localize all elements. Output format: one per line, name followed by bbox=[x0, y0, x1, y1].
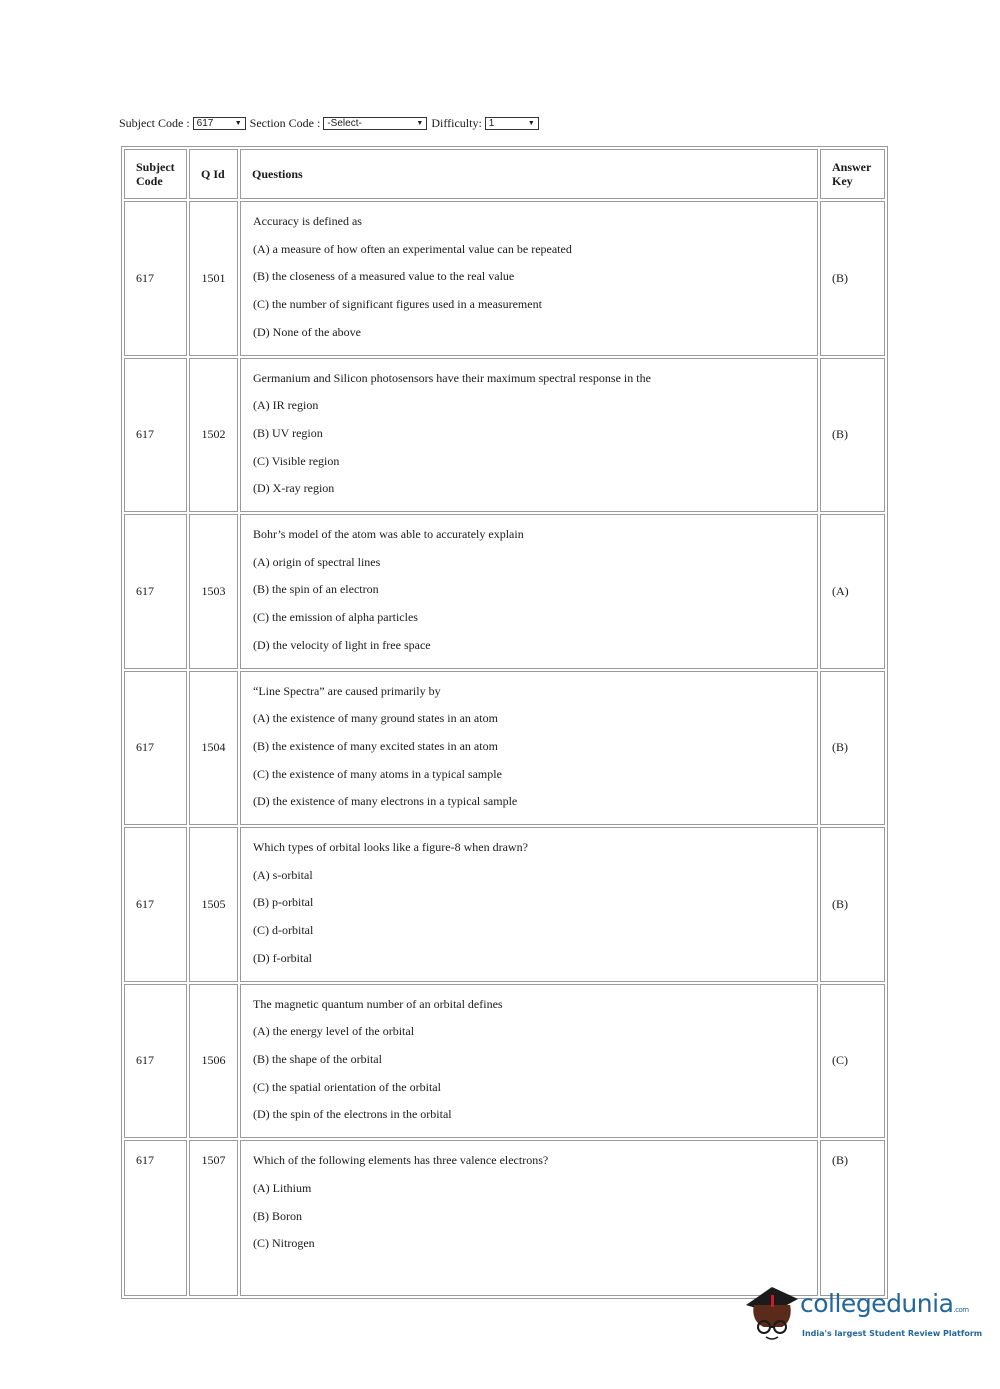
question-cell bbox=[240, 201, 818, 356]
question-text: “Line Spectra” are caused primarily by bbox=[253, 683, 441, 698]
question-text: Accuracy is defined as bbox=[253, 214, 362, 228]
table-row bbox=[124, 358, 885, 513]
answer-option: (D) None of the above bbox=[253, 324, 361, 339]
answer-key-cell: (B) bbox=[820, 1140, 885, 1296]
question-text: Bohr’s model of the atom was able to accurately explain bbox=[253, 527, 524, 542]
answer-option: (C) Nitrogen bbox=[253, 1236, 315, 1251]
question-cell bbox=[240, 984, 818, 1139]
logo-tagline: India's largest Student Review Platform bbox=[802, 1329, 983, 1338]
answer-key-cell: (B) bbox=[820, 358, 885, 513]
qid-cell: 1502 bbox=[189, 358, 238, 513]
qid-cell: 1506 bbox=[189, 984, 238, 1139]
subject-code-label: Subject Code : bbox=[119, 116, 190, 130]
table-header-row bbox=[124, 149, 885, 199]
table-row bbox=[124, 514, 885, 669]
answer-option: (A) IR region bbox=[253, 398, 319, 413]
answer-option: (B) UV region bbox=[253, 425, 323, 440]
difficulty-label: Difficulty: bbox=[431, 116, 482, 130]
subject-code-cell: 617 bbox=[124, 671, 187, 826]
answer-option: (B) p-orbital bbox=[253, 895, 314, 910]
table-row bbox=[124, 984, 885, 1139]
answer-option: (C) the number of significant figures used in a measurement bbox=[253, 297, 542, 312]
answer-option: (C) Visible region bbox=[253, 453, 340, 468]
subject-code-cell: 617 bbox=[124, 984, 187, 1139]
question-cell bbox=[240, 671, 818, 826]
answer-key-cell: (B) bbox=[820, 827, 885, 982]
answer-option: (B) the existence of many excited states in an atom bbox=[253, 738, 498, 753]
dropdown-arrow-icon: ▼ bbox=[416, 120, 424, 127]
question-text: Which types of orbital looks like a figure-8 when drawn? bbox=[253, 840, 528, 855]
answer-option: (B) the closeness of a measured value to the real value bbox=[253, 269, 515, 284]
answer-option: (D) the spin of the electrons in the orbital bbox=[253, 1107, 452, 1122]
answer-key-cell: (B) bbox=[820, 201, 885, 356]
filter-bar bbox=[119, 116, 543, 131]
section-code-select[interactable]: -Select- ▼ bbox=[323, 117, 427, 130]
section-code-label: Section Code : bbox=[249, 116, 321, 130]
answer-option: (C) the emission of alpha particles bbox=[253, 610, 418, 625]
answer-option: (D) the velocity of light in free space bbox=[253, 637, 431, 652]
header-answer-key: Answer Key bbox=[820, 149, 885, 199]
subject-code-select[interactable]: 617 ▼ bbox=[193, 117, 246, 130]
question-table-container bbox=[121, 146, 886, 1251]
subject-code-cell: 617 bbox=[124, 1140, 187, 1296]
dropdown-arrow-icon: ▼ bbox=[527, 120, 535, 127]
answer-option: (A) a measure of how often an experimental value can be repeated bbox=[253, 241, 572, 256]
qid-cell: 1501 bbox=[189, 201, 238, 356]
question-table bbox=[121, 146, 888, 1299]
subject-code-cell: 617 bbox=[124, 201, 187, 356]
answer-option: (B) the shape of the orbital bbox=[253, 1051, 382, 1066]
question-cell bbox=[240, 358, 818, 513]
question-text: Which of the following elements has three valence electrons? bbox=[253, 1153, 549, 1168]
dropdown-arrow-icon: ▼ bbox=[234, 120, 242, 127]
table-row bbox=[124, 827, 885, 982]
collegedunia-logo bbox=[742, 1283, 983, 1353]
qid-cell: 1503 bbox=[189, 514, 238, 669]
answer-key-cell: (C) bbox=[820, 984, 885, 1139]
qid-cell: 1504 bbox=[189, 671, 238, 826]
header-questions: Questions bbox=[240, 149, 818, 199]
mascot-icon bbox=[742, 1283, 802, 1353]
header-subject-code: Subject Code bbox=[124, 149, 187, 199]
table-body bbox=[124, 201, 885, 1296]
answer-option: (D) X-ray region bbox=[253, 481, 335, 496]
answer-option: (C) d-orbital bbox=[253, 923, 314, 938]
answer-key-cell: (A) bbox=[820, 514, 885, 669]
table-row bbox=[124, 671, 885, 826]
answer-option: (B) Boron bbox=[253, 1208, 302, 1223]
difficulty-select[interactable]: 1 ▼ bbox=[485, 117, 539, 130]
subject-code-cell: 617 bbox=[124, 827, 187, 982]
subject-code-cell: 617 bbox=[124, 358, 187, 513]
question-cell bbox=[240, 1140, 818, 1296]
qid-cell: 1505 bbox=[189, 827, 238, 982]
table-row bbox=[124, 1140, 885, 1296]
header-qid: Q Id bbox=[189, 149, 238, 199]
answer-option: (C) the spatial orientation of the orbital bbox=[253, 1079, 441, 1094]
answer-option: (D) f-orbital bbox=[253, 950, 312, 965]
question-cell bbox=[240, 827, 818, 982]
subject-code-cell: 617 bbox=[124, 514, 187, 669]
answer-option: (A) s-orbital bbox=[253, 867, 313, 882]
answer-option: (A) Lithium bbox=[253, 1180, 312, 1195]
question-text: The magnetic quantum number of an orbital defines bbox=[253, 996, 503, 1011]
answer-key-cell: (B) bbox=[820, 671, 885, 826]
answer-option: (C) the existence of many atoms in a typical sample bbox=[253, 766, 502, 781]
table-row bbox=[124, 201, 885, 356]
answer-option: (A) the existence of many ground states in an atom bbox=[253, 711, 498, 726]
answer-option: (A) origin of spectral lines bbox=[253, 554, 381, 569]
logo-wordmark: collegedunia.com bbox=[800, 1289, 969, 1318]
answer-option: (B) the spin of an electron bbox=[253, 582, 379, 597]
answer-option: (A) the energy level of the orbital bbox=[253, 1024, 415, 1039]
answer-option: (D) the existence of many electrons in a typical sample bbox=[253, 794, 518, 809]
question-text: Germanium and Silicon photosensors have their maximum spectral response in the bbox=[253, 370, 651, 385]
question-cell bbox=[240, 514, 818, 669]
qid-cell: 1507 bbox=[189, 1140, 238, 1296]
